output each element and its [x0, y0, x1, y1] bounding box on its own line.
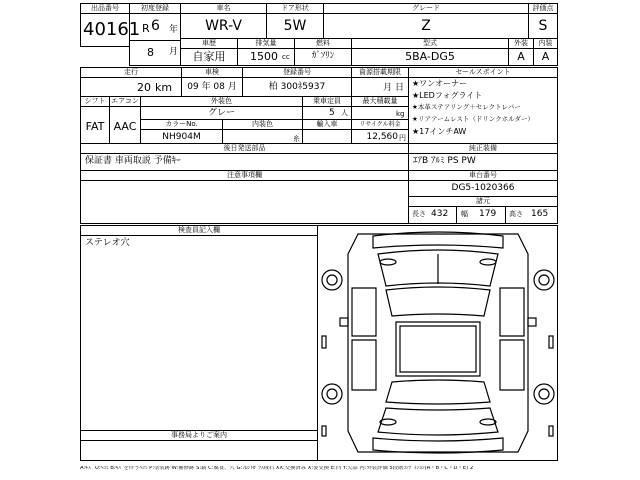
grade-label: グレード	[324, 4, 528, 14]
usage-label: 車歴	[181, 39, 237, 49]
fuel-label: 燃料	[295, 39, 351, 49]
ac-value: AAC	[113, 120, 137, 133]
first-reg-label: 初度登録	[130, 4, 180, 14]
mileage-box	[80, 67, 182, 97]
import-box	[302, 119, 352, 144]
recycle-fee-value: 12,560	[366, 132, 398, 142]
inspector-label: 検査員記入欄	[81, 226, 317, 236]
model-box	[351, 38, 509, 66]
dimension-label: 諸元	[409, 197, 557, 207]
model-label: 型式	[352, 39, 508, 49]
sales-box	[408, 67, 558, 144]
color-label: 外装色	[141, 97, 302, 107]
recycle-fee-label: リサイクル料金	[352, 120, 408, 130]
length-value: 432	[431, 209, 449, 219]
seats-unit: 人	[341, 109, 348, 117]
chassis-box	[408, 170, 558, 224]
score-box	[528, 3, 558, 39]
ac-label: エアコン	[111, 97, 139, 105]
lot-number: 40161	[83, 19, 141, 40]
shift-box	[80, 96, 110, 144]
inspector-text: ステレオ穴	[85, 238, 130, 248]
usage-box	[180, 38, 238, 66]
office-label: 事務局よりご案内	[81, 431, 317, 441]
office-box	[80, 430, 318, 461]
reg-year: 6	[151, 18, 160, 34]
usage-value: 自家用	[192, 50, 226, 63]
plate-value: 柏 300ﾈ5937	[268, 82, 326, 92]
ext-grade: A	[517, 50, 525, 63]
length-label: 長さ	[412, 210, 426, 218]
year-unit: 年	[169, 25, 179, 35]
recycle-date-label: 資源搭載期限	[352, 68, 408, 78]
ext-grade-box	[508, 38, 534, 66]
inspection-value: 09 年 08 月	[187, 82, 237, 92]
car-name: WR-V	[205, 18, 242, 34]
inspector-box	[80, 225, 318, 431]
recycle-date-value: 月 日	[383, 83, 404, 93]
inspection-label: 車検	[182, 68, 242, 78]
inspection-box	[181, 67, 243, 97]
height-value: 165	[531, 209, 549, 219]
import-label: 輸入車	[303, 120, 351, 130]
color-box	[140, 96, 303, 120]
displacement-value: 1500	[250, 50, 278, 63]
lot-label: 出品番号	[81, 4, 129, 14]
color-value: グレー	[207, 108, 235, 118]
ext-label: 外装	[509, 39, 533, 49]
load-unit: kg	[396, 110, 405, 118]
equipment-box	[408, 143, 558, 171]
chassis-number: DG5-1020366	[451, 183, 515, 193]
equipment-label: 純正装備	[409, 144, 557, 154]
seats-value: 5	[329, 108, 335, 118]
first-reg-box	[129, 3, 181, 66]
shift-value: FAT	[85, 120, 105, 133]
displacement-label: 排気量	[238, 39, 294, 49]
first-reg-divider	[130, 40, 180, 41]
fuel-value: ｶﾞｿﾘﾝ	[311, 51, 335, 61]
recycle-fee-box	[351, 119, 409, 144]
sales-point: ★17インチAW	[412, 127, 467, 136]
car-name-label: 車名	[181, 4, 266, 14]
model-value: 5BA-DG5	[405, 50, 455, 63]
color-no-label: カラーNo.	[141, 120, 222, 130]
sales-point: ★LEDフォグライト	[412, 91, 483, 100]
month-unit: 月	[169, 47, 179, 57]
chassis-label: 車台番号	[409, 171, 557, 181]
ac-box	[109, 96, 141, 144]
door-type: 5W	[283, 18, 307, 34]
fuel-box	[294, 38, 352, 66]
displacement-unit: cc	[282, 53, 290, 61]
plate-label: 登録番号	[243, 68, 351, 78]
int-label: 内装	[534, 39, 557, 49]
docs-text: 保証書 車両取説 予備ｷｰ	[85, 156, 181, 166]
recycle-date-box	[351, 67, 409, 97]
door-label: ドア形状	[267, 4, 323, 14]
car-name-box	[180, 3, 267, 39]
sales-label: セールスポイント	[409, 68, 557, 78]
sales-point: ★ワンオーナー	[412, 79, 468, 88]
lot-box	[80, 3, 141, 47]
dim-sep	[505, 206, 506, 223]
grade-box	[323, 3, 529, 39]
color-no-value: NH904M	[162, 132, 201, 142]
int-color-box	[222, 119, 303, 144]
width-value: 179	[479, 209, 497, 219]
recycle-fee-unit: 円	[399, 134, 406, 142]
mileage-value: 20	[137, 81, 151, 94]
car-diagram	[318, 226, 557, 460]
load-label: 最大積載量	[352, 97, 408, 107]
height-label: 高さ	[509, 210, 523, 218]
load-box	[351, 96, 409, 120]
equipment-text: ｴｱB ｱﾙﾐ PS PW	[413, 156, 476, 166]
footer-legend: A:ｷｽﾞ U:ﾍｺﾐ B:ｷｽﾞを伴うﾍｺﾐ P:塗装跡 W:補修跡 S:錆 C:腐食、穴 G:ﾌﾛﾝﾄｶﾞﾗｽ飛石 XX:交換済み X:要交換 E:凹 Y:欠品 内:外装評価 5段階ｺﾝﾃﾞｨｼｮﾝ(A・B・C・D・E) 2	[80, 466, 474, 471]
notes-label: 注意事項欄	[81, 171, 408, 181]
sales-point: ★本革ステアリング＋セレクトレバー	[412, 103, 521, 111]
seats-box	[302, 96, 352, 120]
docs-label: 後日発送部品	[81, 144, 408, 154]
int-color-label: 内装色	[223, 120, 302, 130]
shift-label: シフト	[81, 97, 109, 107]
door-box	[266, 3, 324, 39]
plate-box	[242, 67, 352, 97]
displacement-box	[237, 38, 295, 66]
score-value: S	[538, 18, 548, 34]
dim-sep	[456, 206, 457, 223]
color-no-box	[140, 119, 223, 144]
ryo-mark: 糸	[293, 135, 300, 143]
mileage-label: 走行	[81, 68, 181, 78]
score-label: 評価点	[529, 4, 557, 14]
reg-month: 8	[147, 46, 154, 59]
era: R	[142, 22, 150, 35]
notes-box	[80, 170, 409, 224]
docs-box	[80, 143, 409, 171]
car-diagram-box	[317, 225, 558, 461]
width-label: 幅	[461, 210, 468, 218]
grade-value: Z	[421, 18, 431, 34]
mileage-unit: km	[155, 81, 173, 94]
int-grade: A	[541, 50, 550, 63]
int-grade-box	[533, 38, 558, 66]
sales-point: ★リアアームレスト（ドリンクホルダー）	[412, 115, 535, 123]
seats-label: 乗車定員	[303, 97, 351, 107]
